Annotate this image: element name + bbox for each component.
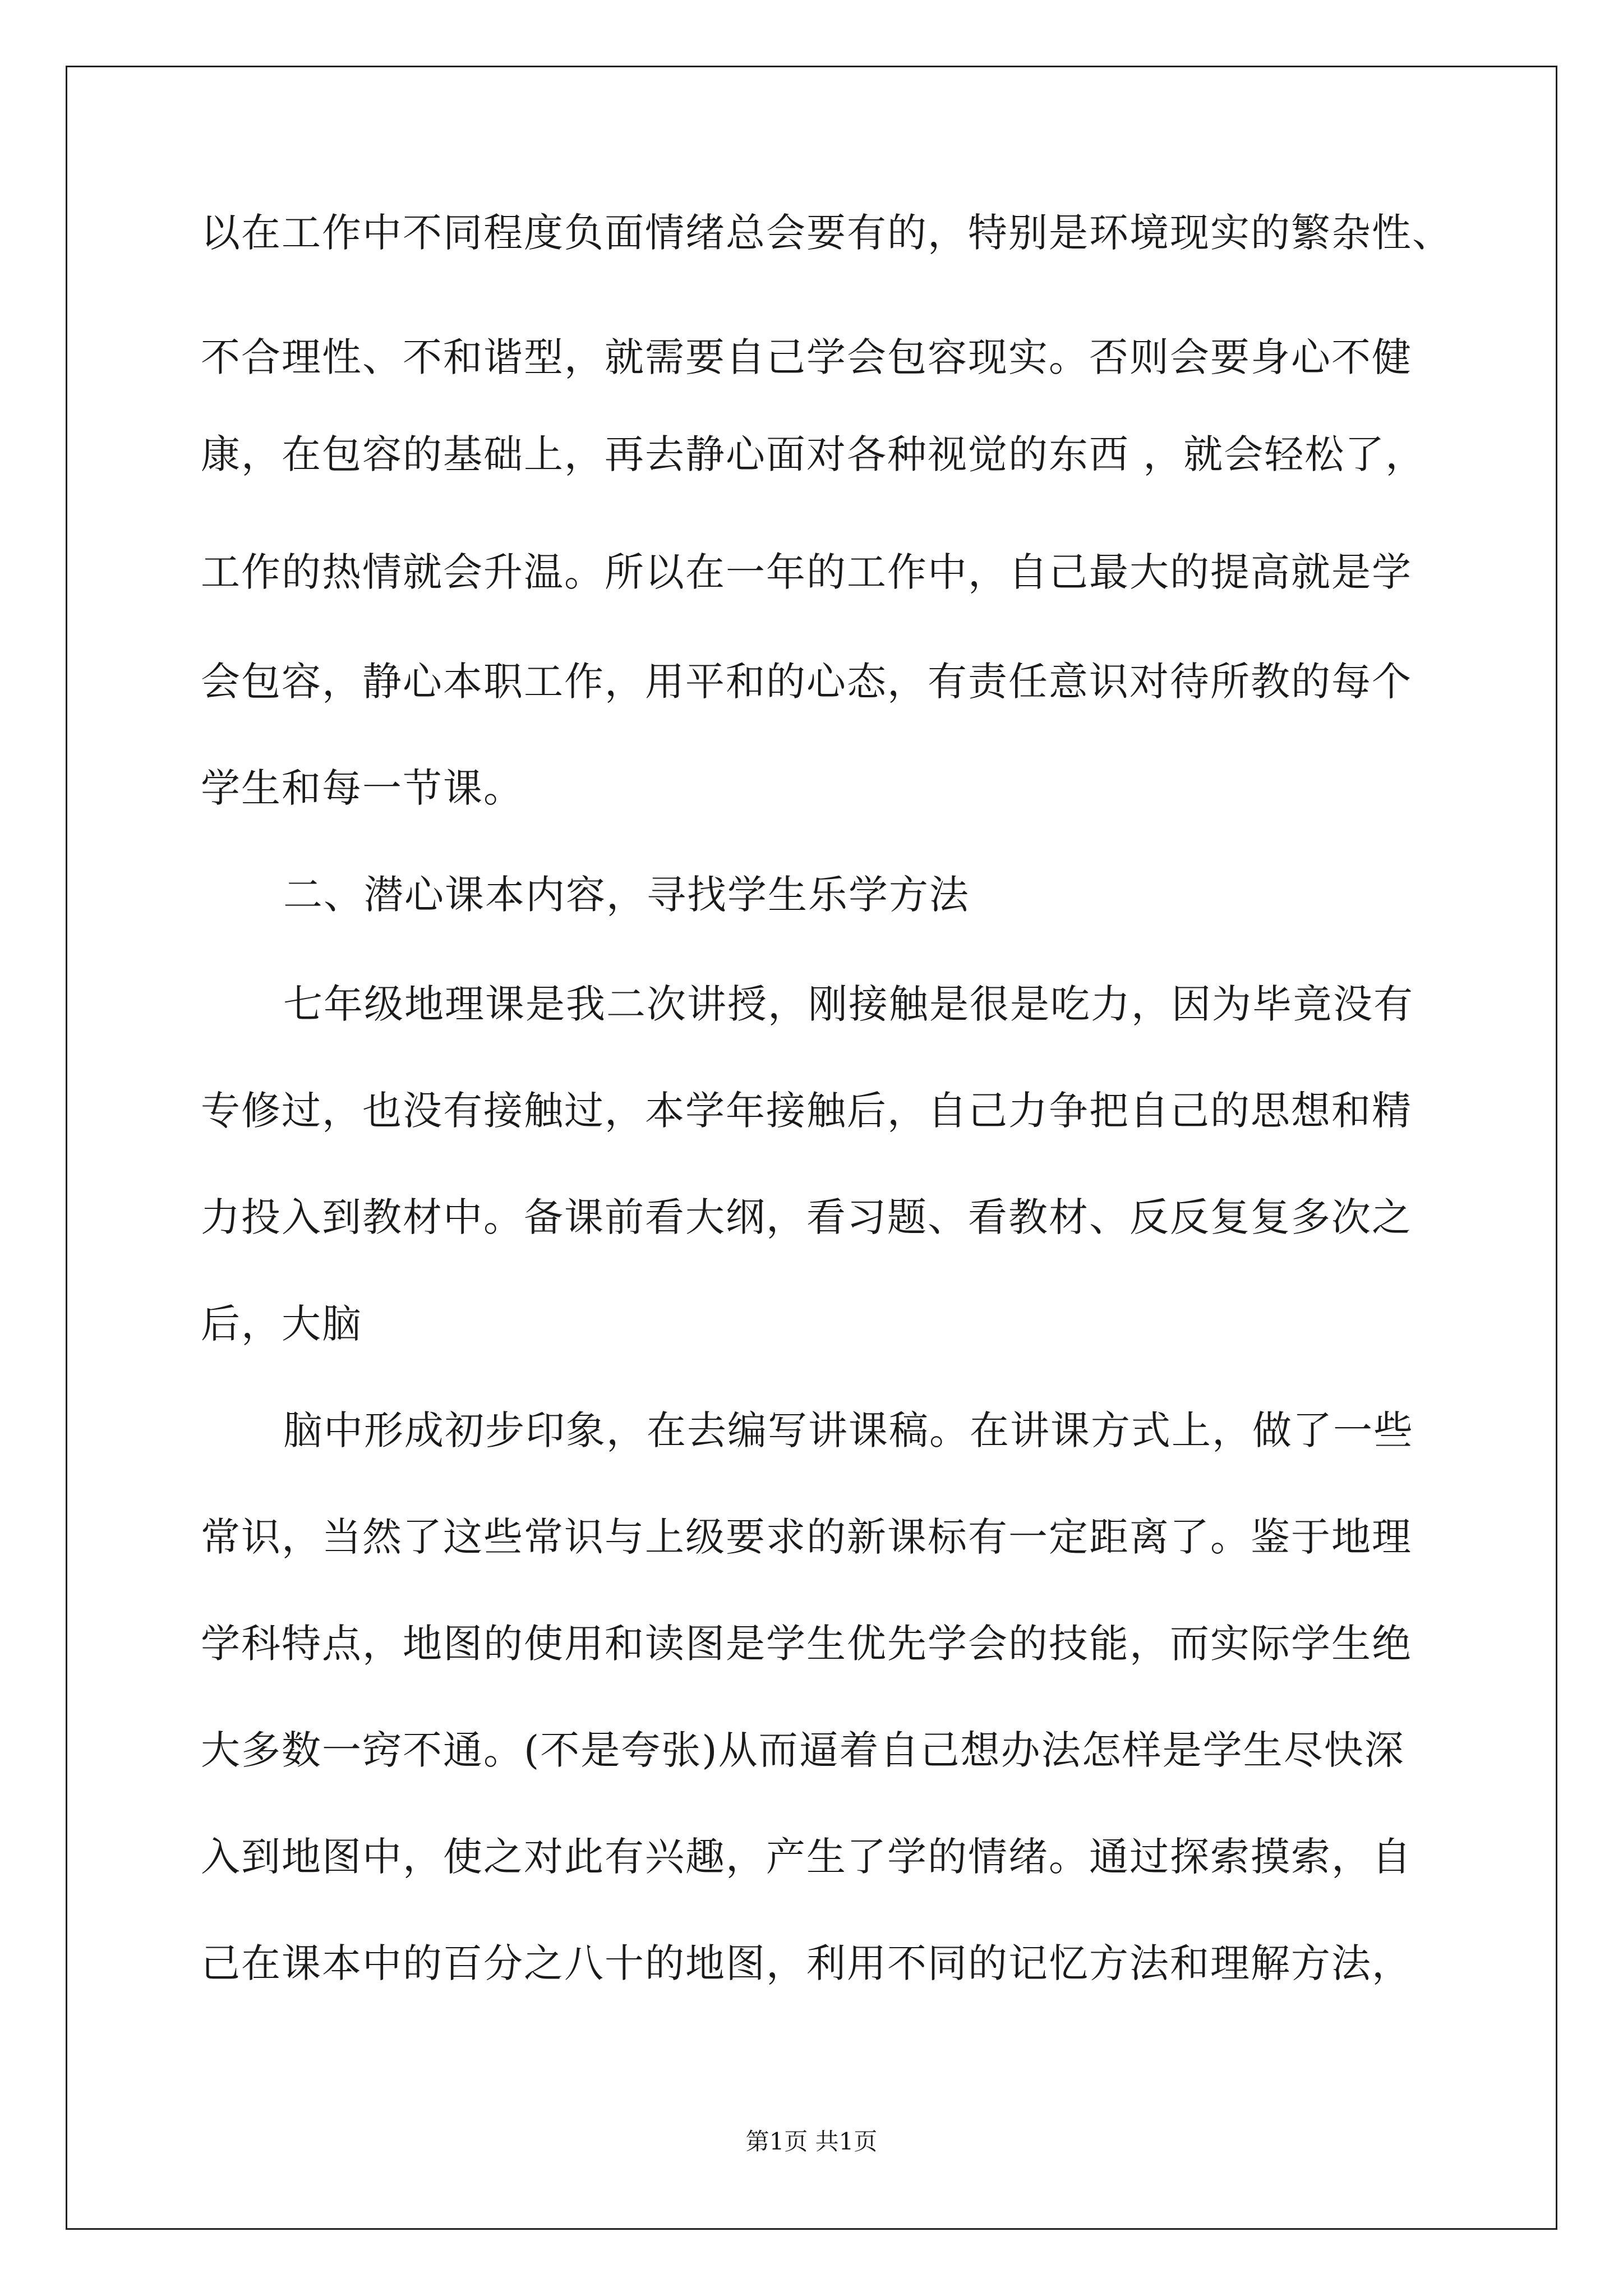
- body-line-8: 七年级地理课是我二次讲授，刚接触是很是吃力，因为毕竟没有: [283, 981, 1414, 1027]
- body-line-12: 脑中形成初步印象，在去编写讲课稿。在讲课方式上，做了一些: [283, 1407, 1414, 1453]
- body-line-4: 工作的热情就会升温。所以在一年的工作中，自己最大的提高就是学: [201, 549, 1412, 595]
- body-line-2: 不合理性、不和谐型，就需要自己学会包容现实。否则会要身心不健: [201, 334, 1412, 380]
- body-line-10: 力投入到教材中。备课前看大纲，看习题、看教材、反反复复多次之: [201, 1194, 1412, 1240]
- body-line-13: 常识，当然了这些常识与上级要求的新课标有一定距离了。鉴于地理: [201, 1514, 1412, 1560]
- body-line-11: 后，大脑: [201, 1301, 362, 1347]
- body-line-1: 以在工作中不同程度负面情绪总会要有的，特别是环境现实的繁杂性、: [201, 210, 1453, 256]
- page-border: [66, 66, 1557, 2230]
- body-line-5: 会包容，静心本职工作，用平和的心态，有责任意识对待所教的每个: [201, 659, 1412, 705]
- section-heading: 二、潜心课本内容，寻找学生乐学方法: [283, 872, 970, 918]
- body-line-15: 大多数一窍不通。(不是夸张)从而逼着自己想办法怎样是学生尽快深: [201, 1727, 1405, 1773]
- page-footer: 第1页 共1页: [745, 2128, 878, 2155]
- body-line-3: 康，在包容的基础上，再去静心面对各种视觉的东西 ，就会轻松了，: [201, 431, 1426, 477]
- body-line-14: 学科特点，地图的使用和读图是学生优先学会的技能，而实际学生绝: [201, 1621, 1412, 1667]
- body-line-6: 学生和每一节课。: [201, 765, 524, 811]
- body-line-16: 入到地图中，使之对此有兴趣，产生了学的情绪。通过探索摸索，自: [201, 1834, 1412, 1880]
- body-line-17: 己在课本中的百分之八十的地图，利用不同的记忆方法和理解方法，: [201, 1940, 1412, 1986]
- body-line-9: 专修过，也没有接触过，本学年接触后，自己力争把自己的思想和精: [201, 1088, 1412, 1134]
